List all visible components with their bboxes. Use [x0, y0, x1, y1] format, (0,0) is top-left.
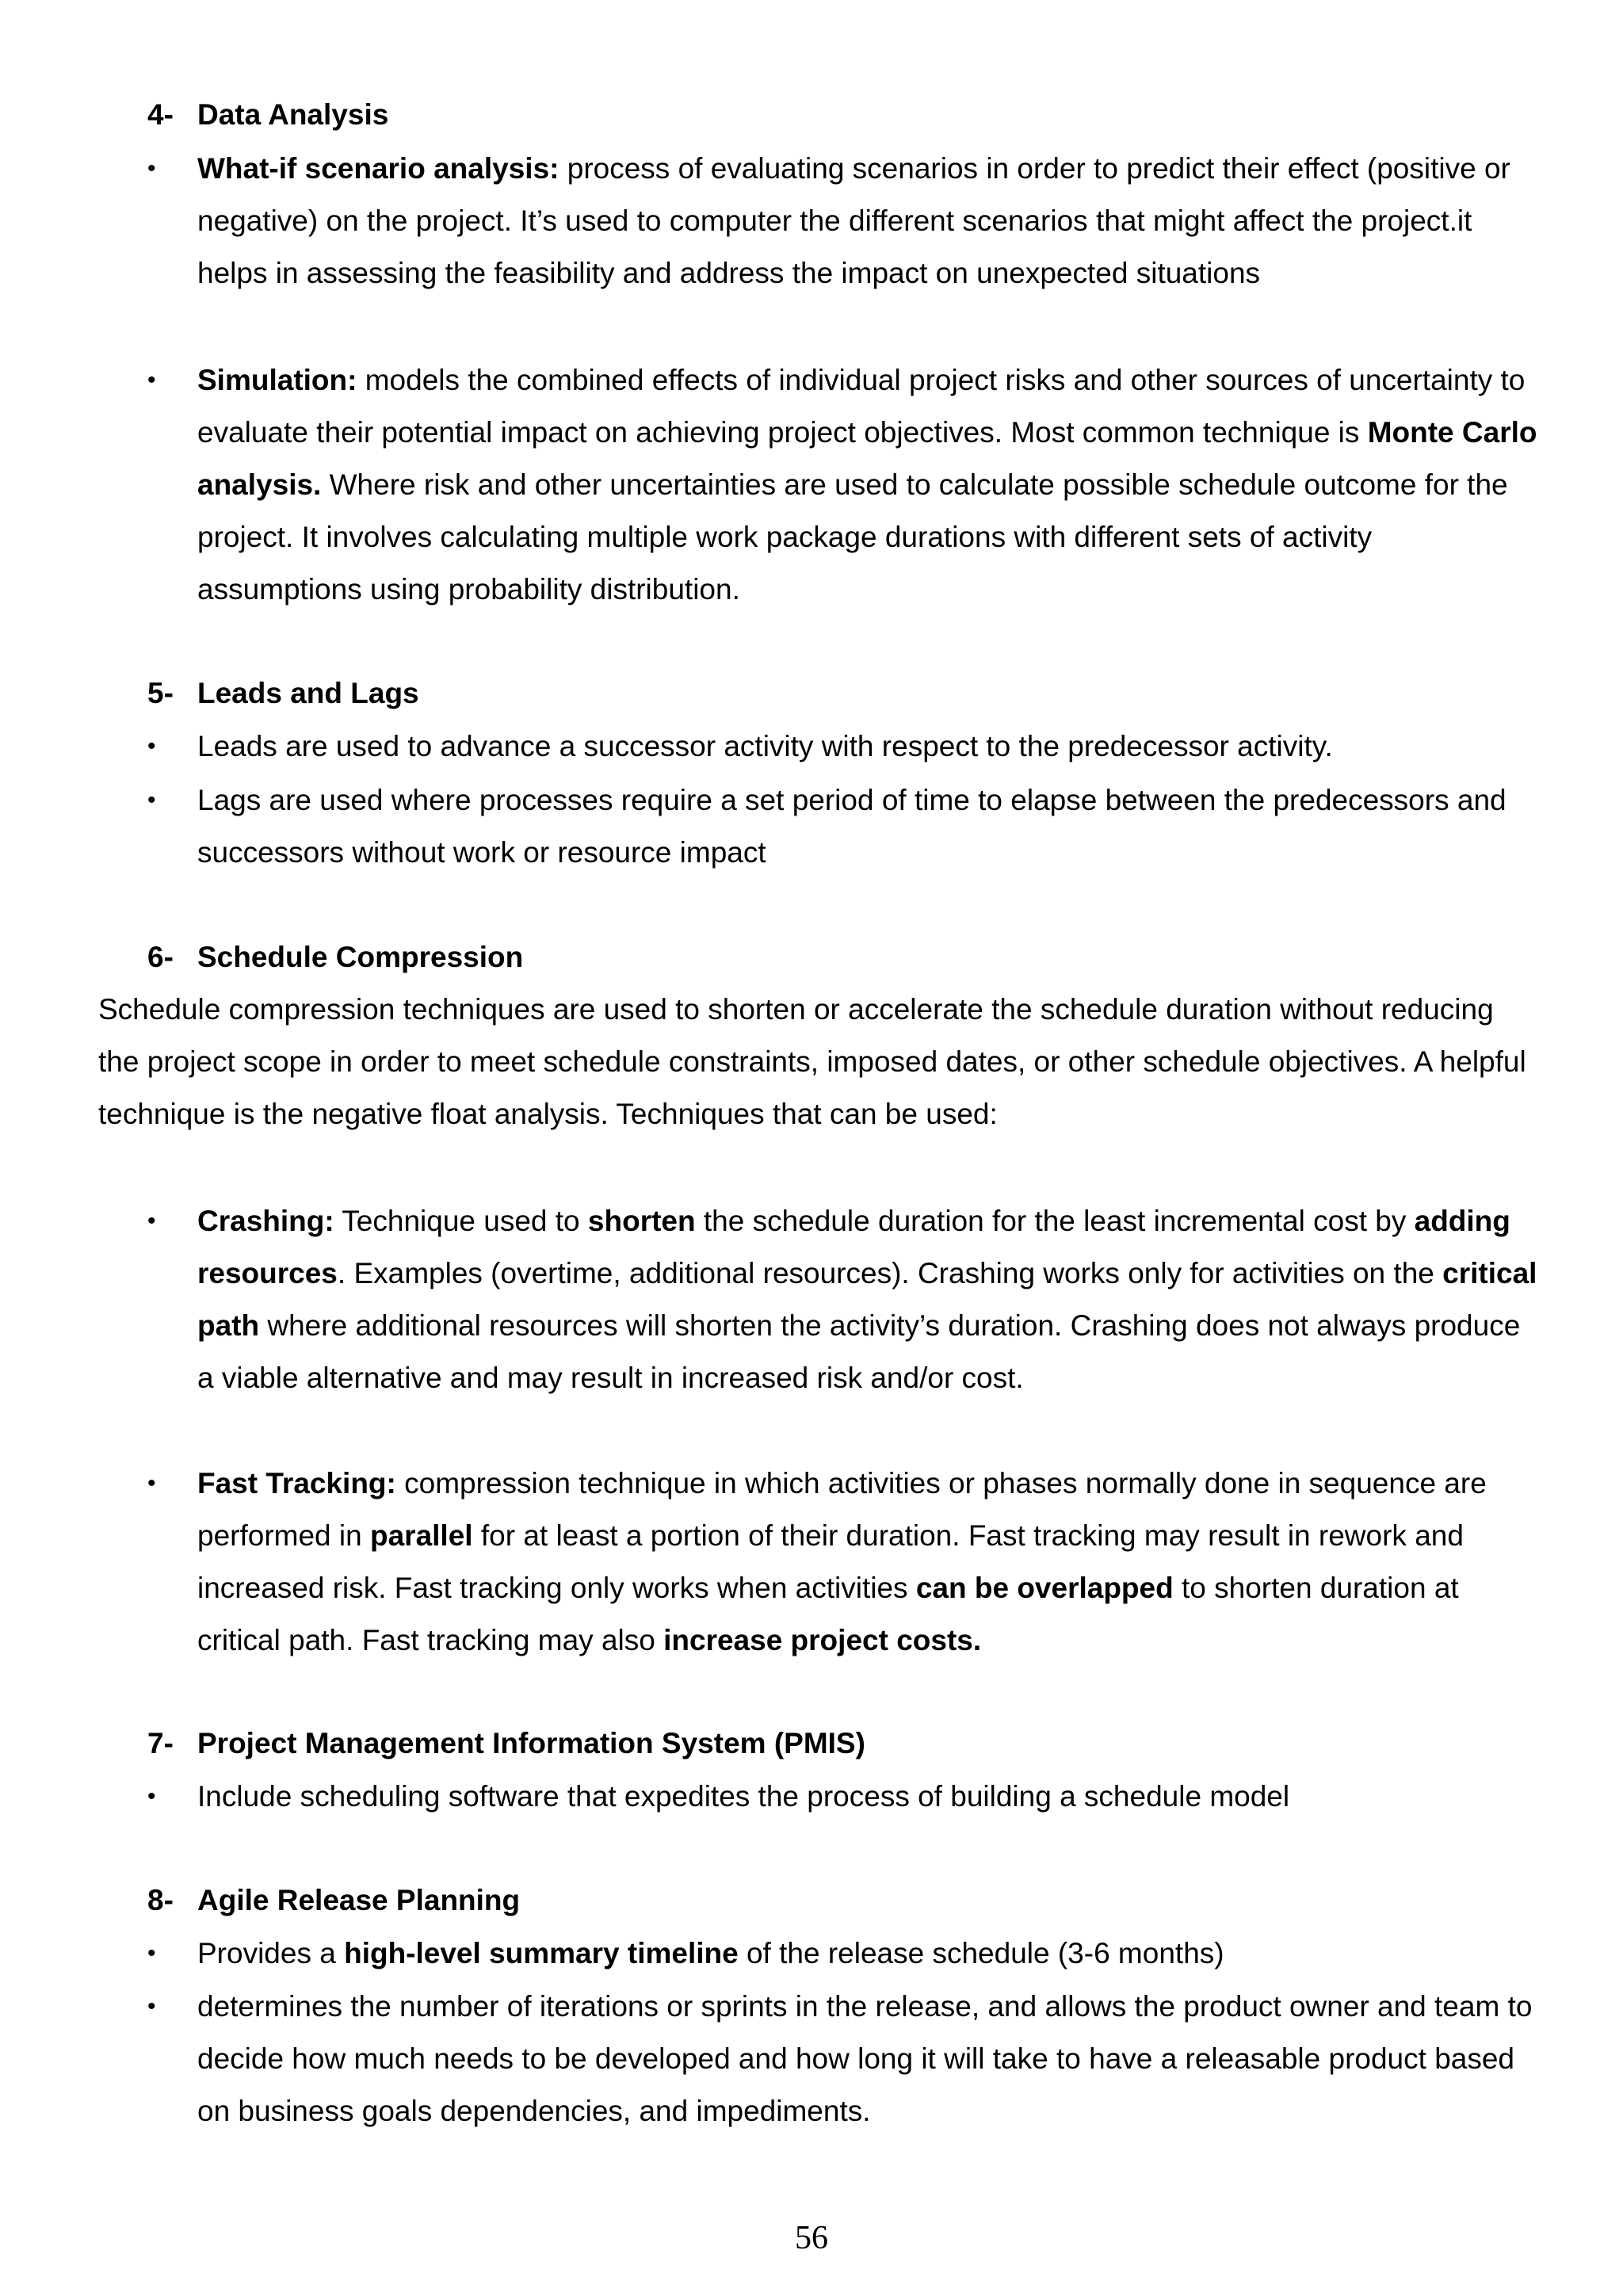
- term-bold: What-if scenario analysis:: [197, 152, 559, 185]
- section-number: 5-: [147, 677, 174, 709]
- term-bold: Simulation:: [197, 364, 357, 396]
- emphasis-bold: high-level summary timeline: [344, 1937, 739, 1969]
- text-run: where additional resources will shorten the activity’s duration. Crashing does not always produce a viable alternative and may result in increased risk and/or cost.: [197, 1309, 1521, 1394]
- section-title: Leads and Lags: [197, 677, 419, 709]
- bullet-text: Leads are used to advance a successor activity with respect to the predecessor activity.: [197, 730, 1333, 762]
- bullet-dot: •: [147, 1208, 156, 1234]
- bullet-simulation: [147, 354, 1542, 616]
- section-number: 8-: [147, 1884, 174, 1916]
- emphasis-bold: critical path: [197, 1257, 1537, 1342]
- section-title: Data Analysis: [197, 98, 389, 131]
- text-run: Technique used to: [334, 1205, 588, 1237]
- bullet-dot: •: [147, 787, 156, 813]
- bullet-dot: •: [147, 733, 156, 759]
- term-description: models the combined effects of individual project risks and other sources of uncertainty to evaluate their potential impact on achieving project objectives. Most common technique is: [197, 364, 1526, 449]
- section-title: Project Management Information System (PMIS): [197, 1727, 865, 1759]
- section-heading-agile-release-planning: [147, 1874, 520, 1927]
- bullet-text: [197, 143, 1541, 300]
- bullet-text: [197, 354, 1541, 616]
- text-run: compression technique in which activities or phases normally done in sequence are performed in: [197, 1467, 1487, 1552]
- bullet-summary-timeline: [147, 1927, 1542, 1980]
- bullet-text: determines the number of iterations or sprints in the release, and allows the product owner and team to decide how much needs to be developed and how long it will take to have a releasable product based on business goals dependencies, and impediments.: [197, 1990, 1533, 2127]
- term-description: process of evaluating scenarios in order to predict their effect (positive or negative) on the project. It’s used to computer the different scenarios that might affect the project.it helps in assessing the feasibility and address the impact on unexpected situations: [197, 152, 1510, 289]
- bullet-scheduling-software: [147, 1771, 1542, 1823]
- term-bold: Crashing:: [197, 1205, 334, 1237]
- bullet-what-if-analysis: [147, 143, 1542, 300]
- text-run: the schedule duration for the least incremental cost by: [695, 1205, 1415, 1237]
- bullet-dot: •: [147, 1783, 156, 1809]
- page-number: 56: [795, 2220, 828, 2256]
- emphasis-bold: parallel: [370, 1519, 473, 1552]
- schedule-compression-intro: Schedule compression techniques are used to shorten or accelerate the schedule duration without reducing the project scope in order to meet schedule constraints, imposed dates, or other schedule objectives. A helpful technique is the negative float analysis. Techniques that can be used:: [98, 993, 1526, 1130]
- section-number: 4-: [147, 98, 174, 131]
- bullet-text: Include scheduling software that expedites the process of building a schedule model: [197, 1780, 1290, 1813]
- section-title: Schedule Compression: [197, 941, 524, 973]
- bullet-dot: •: [147, 1940, 156, 1966]
- bullet-text: [197, 1927, 1541, 1980]
- emphasis-bold: adding resources: [197, 1205, 1510, 1289]
- bullet-text: Lags are used where processes require a set period of time to elapse between the predecessors and successors without work or resource impact: [197, 784, 1507, 869]
- bullet-dot: •: [147, 155, 156, 181]
- emphasis-bold: can be overlapped: [915, 1572, 1174, 1604]
- bullet-lags: [147, 774, 1542, 879]
- bullet-text: [197, 1195, 1541, 1404]
- section-heading-data-analysis: [147, 89, 388, 141]
- section-title: Agile Release Planning: [197, 1884, 521, 1916]
- text-run: for at least a portion of their duration. Fast tracking may result in rework and increased risk. Fast tracking only works when activities: [197, 1519, 1464, 1604]
- bullet-fast-tracking: [147, 1457, 1542, 1667]
- bullet-iterations: [147, 1981, 1542, 2137]
- emphasis-bold: shorten: [587, 1205, 696, 1237]
- emphasis-bold: Monte Carlo analysis.: [197, 416, 1537, 501]
- text-run: of the release schedule (3-6 months): [738, 1937, 1224, 1969]
- section-heading-schedule-compression: [147, 931, 523, 984]
- section-heading-leads-and-lags: [147, 667, 419, 720]
- emphasis-bold: increase project costs.: [663, 1624, 982, 1656]
- bullet-dot: •: [147, 1993, 156, 2019]
- section-heading-pmis: [147, 1717, 865, 1770]
- bullet-text: [197, 1457, 1541, 1667]
- text-run: to shorten duration at critical path. Fast tracking may also: [197, 1572, 1459, 1656]
- section-number: 6-: [147, 941, 174, 973]
- term-bold: Fast Tracking:: [197, 1467, 396, 1499]
- bullet-leads: [147, 720, 1542, 773]
- term-description: Where risk and other uncertainties are used to calculate possible schedule outcome for the project. It involves calculating multiple work package durations with different sets of activity assumptions using probability distribution.: [197, 468, 1508, 606]
- text-run: Provides a: [197, 1937, 345, 1969]
- bullet-dot: •: [147, 1470, 156, 1496]
- bullet-crashing: [147, 1195, 1542, 1404]
- bullet-dot: •: [147, 367, 156, 393]
- text-run: . Examples (overtime, additional resources). Crashing works only for activities on the: [337, 1257, 1443, 1289]
- section-number: 7-: [147, 1727, 174, 1759]
